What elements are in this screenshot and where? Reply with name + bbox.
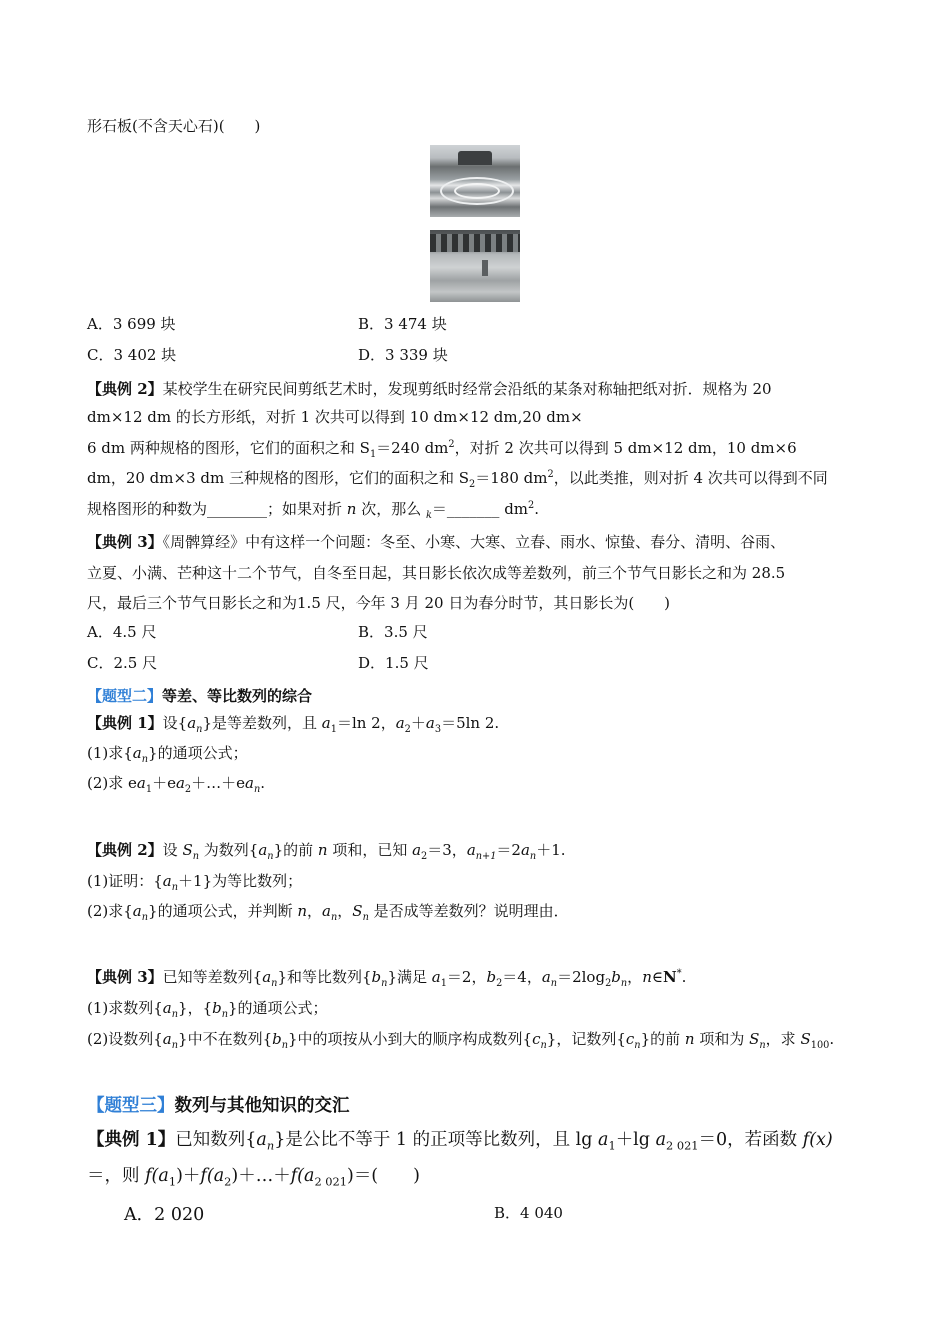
type3-example-1: 【典例 1】已知数列$\{a_n\}$是公比不等于 1 的正项等比数列，且 $\lg a_1+\lg$ $a_{2 021}=0$，若函数 f(x)	[87, 1130, 833, 1153]
text-line: 6 dm 两种规格的图形，它们的面积之和 $S_1=240$ $dm^2$，对折 2 次共可以得到 5 dm×12 dm，10 dm×6	[87, 439, 797, 460]
text-line: dm，20 dm×3 dm 三种规格的图形，它们的面积之和 $S_2=180$ $dm^2$，以此类推，则对折 4 次共可以得到不同	[87, 469, 828, 490]
stone-plaza-photo	[430, 230, 520, 302]
text-line: 尺，最后三个节气日影长之和为1.5 尺，今年 3 月 20 日为春分时节，其日影长为( )	[87, 594, 671, 612]
question-tail: 形石板(不含天心石)( )	[87, 117, 261, 135]
option-b[interactable]: B．3.5 尺	[358, 623, 428, 641]
example-tag: 【典例 3】	[87, 533, 163, 551]
option-c[interactable]: C．2.5 尺	[87, 654, 158, 672]
option-b[interactable]: B．4 040	[494, 1204, 563, 1222]
example-tag: 【典例 2】	[87, 380, 163, 398]
text-line: ＝，则 $f(a_1)+f(a_2)+\dots+f(a_{2 021})=$( )	[87, 1166, 420, 1189]
section-heading-type-2: 【题型二】等差、等比数列的综合	[87, 687, 313, 705]
option-d[interactable]: D．1.5 尺	[358, 654, 429, 672]
option-a[interactable]: A．4.5 尺	[87, 623, 157, 641]
type2-example-2: 【典例 2】设 $S_n$ 为数列$\{a_n\}$的前 n 项和，已知 $a_2=3$，$a_{n+1}=2a_n+1$.	[87, 841, 566, 862]
text-line: dm×12 dm 的长方形纸，对折 1 次共可以得到 10 dm×12 dm,20 dm×	[87, 408, 583, 426]
section-heading-type-3: 【题型三】数列与其他知识的交汇	[87, 1096, 350, 1116]
option-a[interactable]: A．3 699 块	[87, 315, 176, 333]
example-3-solar-terms: 【典例 3】《周髀算经》中有这样一个问题：冬至、小寒、大寒、立春、雨水、惊蛰、春分、清明、谷雨、	[87, 533, 786, 551]
option-b[interactable]: B．3 474 块	[358, 315, 447, 333]
text-line: (1)求数列$\{a_n\}$，$\{b_n\}$的通项公式；	[87, 999, 328, 1020]
example-2-paper-folding: 【典例 2】某校学生在研究民间剪纸艺术时，发现剪纸时经常会沿纸的某条对称轴把纸对折．规格为 20	[87, 380, 772, 398]
text-line: (2)设数列$\{a_n\}$中不在数列$\{b_n\}$中的项按从小到大的顺序构成数列$\{c_n\}$，记数列$\{c_n\}$的前 n 项和为 $S_n$，求 $S_{100}$.	[87, 1030, 835, 1051]
text-line: 立夏、小满、芒种这十二个节气，自冬至日起，其日影长依次成等差数列，前三个节气日影长之和为 28.5	[87, 564, 786, 582]
option-c[interactable]: C．3 402 块	[87, 346, 177, 364]
option-a[interactable]: A．2 020	[124, 1205, 205, 1225]
text-line: (1)求$\{a_n\}$的通项公式；	[87, 744, 248, 765]
text-line: (1)证明：$\{a_n+1\}$为等比数列；	[87, 872, 303, 893]
text-line: 规格图形的种数为________；如果对折 n 次，那么 $_k$＝_______ $dm^2$.	[87, 500, 540, 521]
tiantan-altar-photo	[430, 145, 520, 217]
type2-example-1: 【典例 1】设$\{a_n\}$是等差数列，且 $a_1=\ln$ 2，$a_2+a_3=5\ln$ 2.	[87, 714, 500, 735]
text-line: (2)求 $ea_1+ea_2+\dots+ea_n$.	[87, 774, 266, 795]
option-d[interactable]: D．3 339 块	[358, 346, 448, 364]
type2-example-3: 【典例 3】已知等差数列$\{a_n\}$和等比数列$\{b_n\}$满足 $a_1=2$，$b_2=4$，$a_n=2\log_2b_n$，n∈N*.	[87, 968, 687, 989]
text-line: (2)求$\{a_n\}$的通项公式，并判断 n，$a_n$，$S_n$ 是否成等差数列？说明理由．	[87, 902, 569, 923]
